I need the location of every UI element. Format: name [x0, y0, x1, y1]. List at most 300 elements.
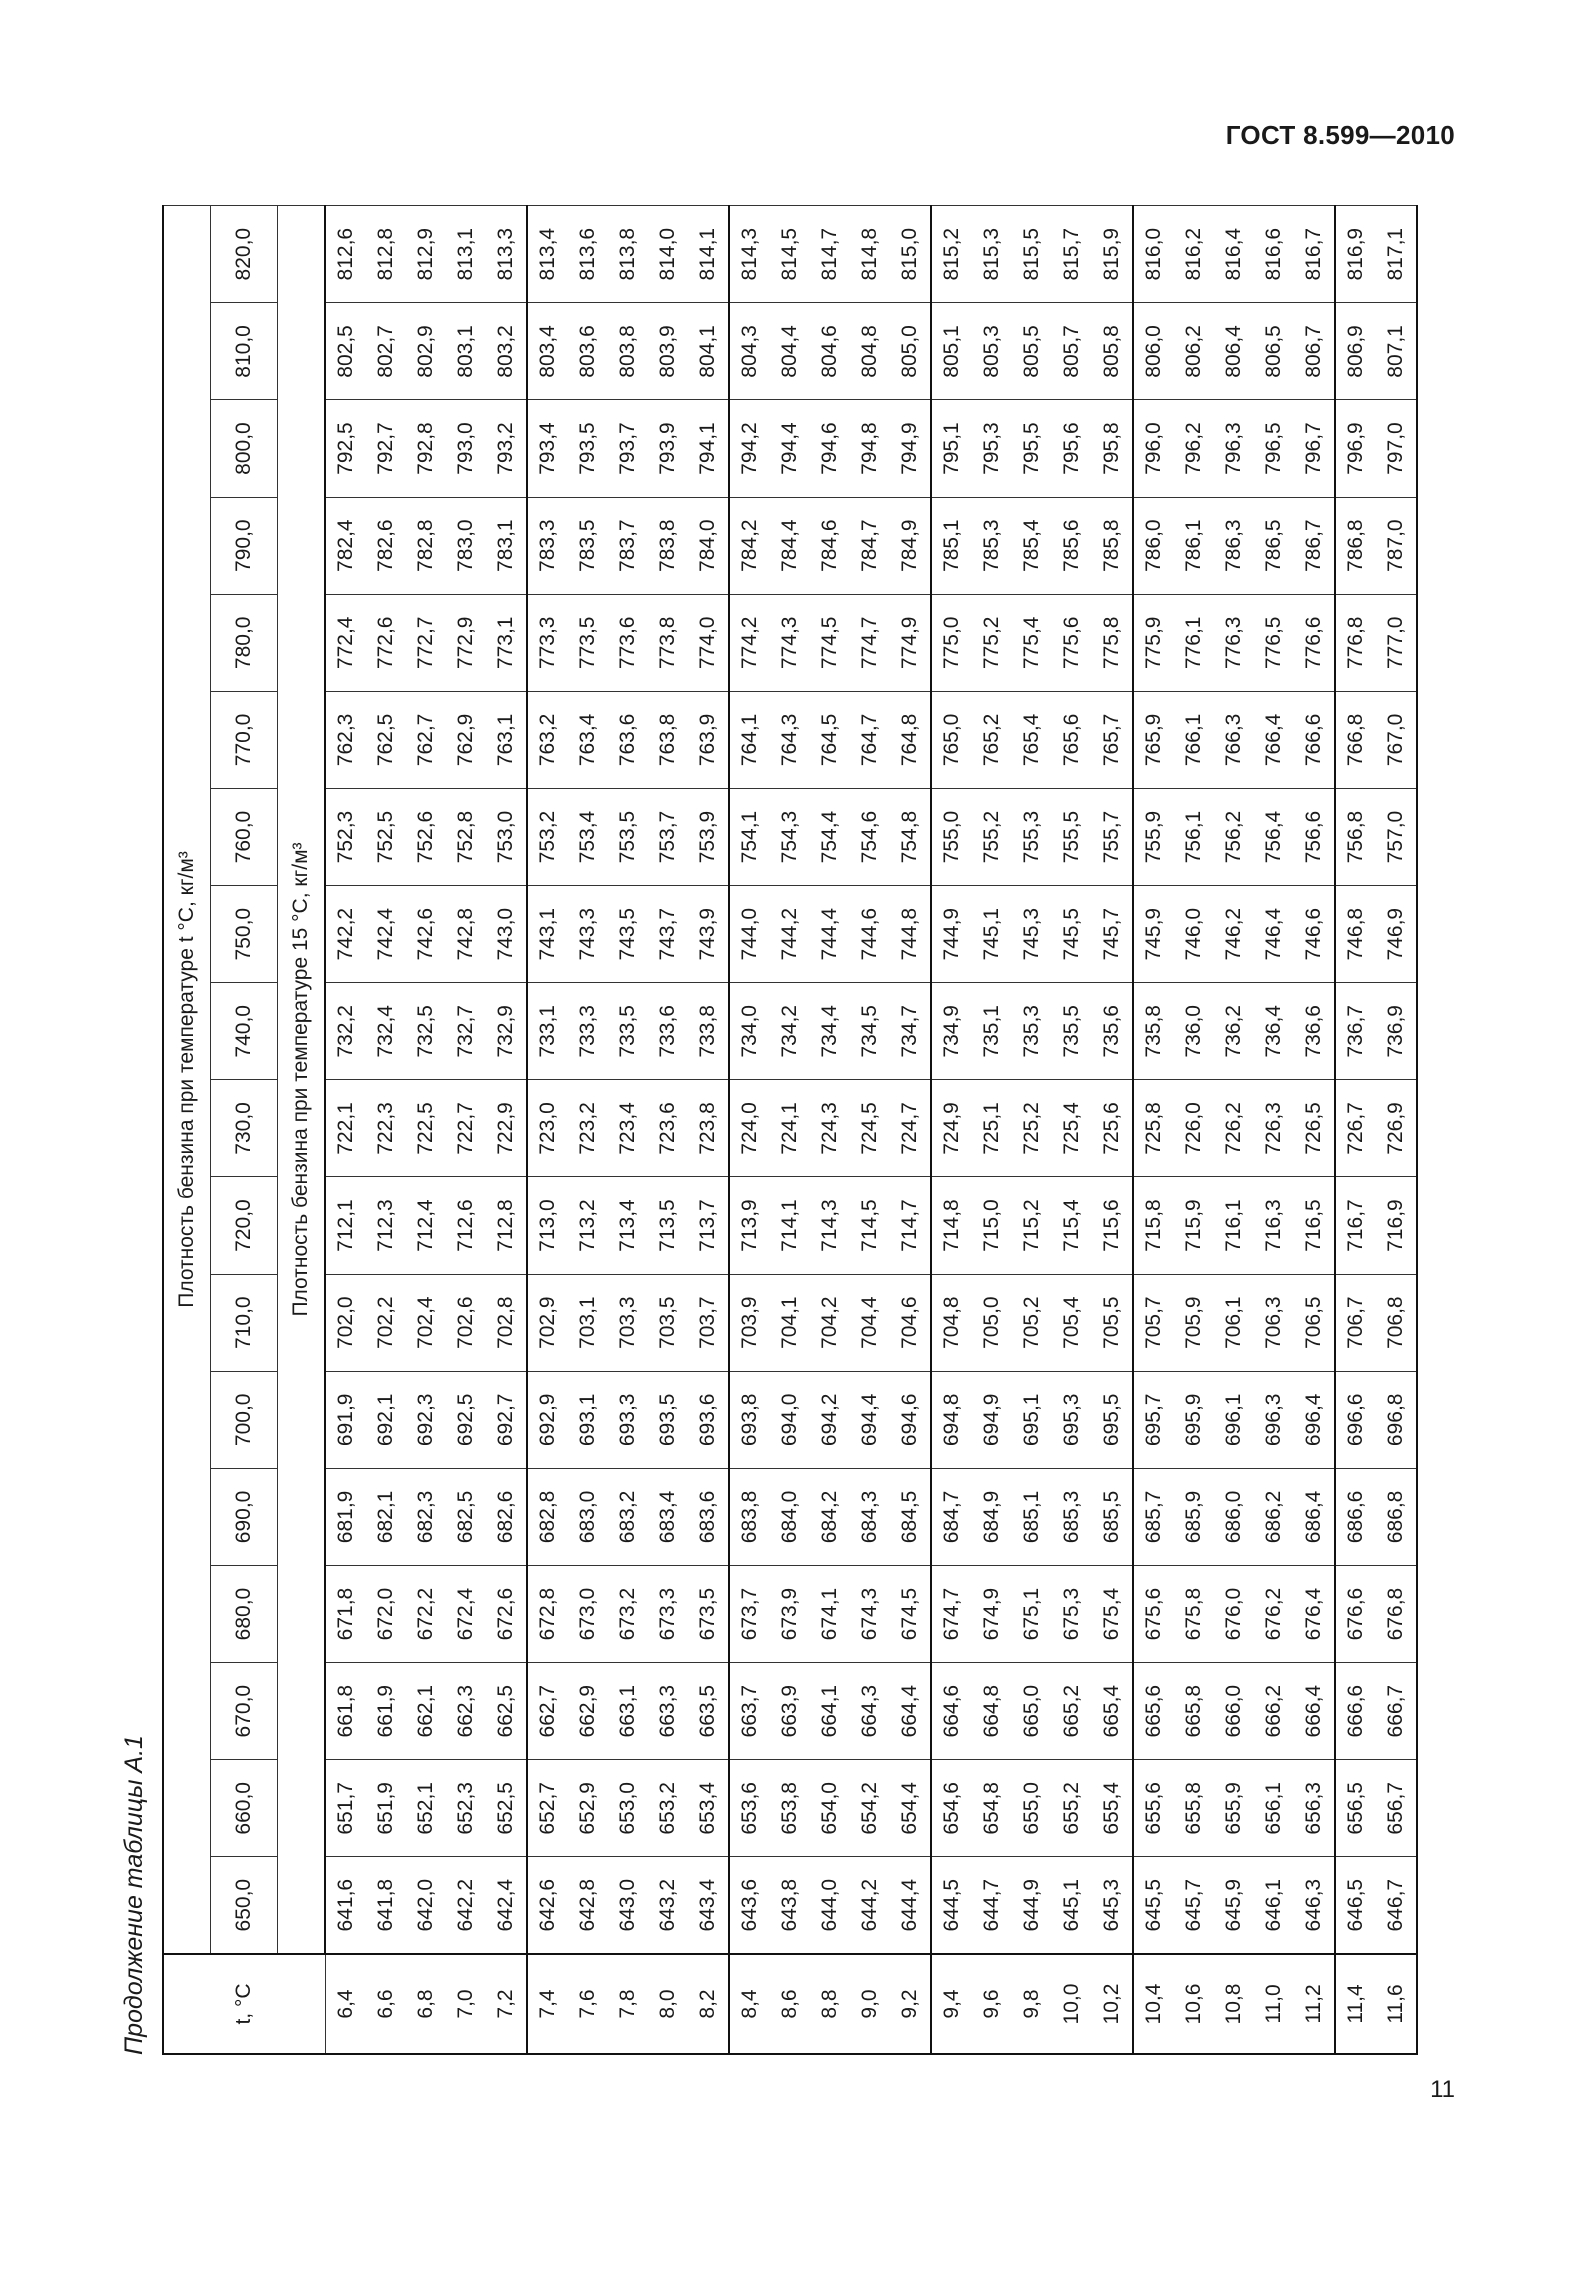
temperature-cell: 9,6: [972, 1954, 1012, 2054]
table-row: [931, 206, 972, 2055]
density-cell: 664,3: [850, 1663, 890, 1760]
density-cell: 641,6: [325, 1857, 366, 1954]
density-cell: 782,4: [325, 497, 366, 594]
table-row: [1012, 206, 1052, 2055]
density-column-header: 760,0: [211, 789, 278, 886]
table-row: [648, 206, 688, 2055]
temperature-cell: 10,2: [1092, 1954, 1133, 2054]
density-cell: 785,1: [931, 497, 972, 594]
temperature-cell: 6,4: [325, 1954, 366, 2054]
density-cell: 663,9: [770, 1663, 810, 1760]
density-cell: 685,7: [1133, 1468, 1174, 1565]
density-cell: 685,5: [1092, 1468, 1133, 1565]
density-cell: 684,9: [972, 1468, 1012, 1565]
table-row: [366, 206, 406, 2055]
density-cell: 681,9: [325, 1468, 366, 1565]
density-cell: 676,6: [1335, 1566, 1376, 1663]
temperature-cell: 10,8: [1214, 1954, 1254, 2054]
density-cell: 764,3: [770, 691, 810, 788]
density-cell: 793,5: [568, 400, 608, 497]
table-row: [1092, 206, 1133, 2055]
table-row: [1052, 206, 1092, 2055]
density-cell: 665,4: [1092, 1663, 1133, 1760]
density-cell: 706,5: [1294, 1274, 1335, 1371]
density-cell: 805,0: [890, 303, 931, 400]
density-cell: 682,8: [527, 1468, 568, 1565]
density-column-header: 730,0: [211, 1080, 278, 1177]
density-cell: 713,0: [527, 1177, 568, 1274]
density-cell: 683,4: [648, 1468, 688, 1565]
density-cell: 816,7: [1294, 206, 1335, 303]
density-cell: 793,4: [527, 400, 568, 497]
density-cell: 694,6: [890, 1371, 931, 1468]
density-cell: 695,5: [1092, 1371, 1133, 1468]
density-cell: 676,8: [1376, 1566, 1417, 1663]
density-cell: 755,2: [972, 789, 1012, 886]
density-cell: 662,1: [406, 1663, 446, 1760]
density-cell: 672,0: [366, 1566, 406, 1663]
density-cell: 644,4: [890, 1857, 931, 1954]
density-cell: 756,8: [1335, 789, 1376, 886]
density-cell: 763,8: [648, 691, 688, 788]
density-cell: 795,8: [1092, 400, 1133, 497]
standard-number: ГОСТ 8.599—2010: [1225, 120, 1455, 150]
density-cell: 742,4: [366, 886, 406, 983]
density-column-header: 810,0: [211, 303, 278, 400]
density-cell: 642,0: [406, 1857, 446, 1954]
density-cell: 763,1: [486, 691, 527, 788]
density-cell: 673,9: [770, 1566, 810, 1663]
density-cell: 642,2: [446, 1857, 486, 1954]
density-cell: 732,2: [325, 983, 366, 1080]
temperature-column-header: t, °C: [163, 1954, 325, 2054]
density-cell: 746,8: [1335, 886, 1376, 983]
density-cell: 802,9: [406, 303, 446, 400]
density-cell: 795,5: [1012, 400, 1052, 497]
density-cell: 764,5: [810, 691, 850, 788]
density-cell: 686,0: [1214, 1468, 1254, 1565]
density-cell: 762,9: [446, 691, 486, 788]
density-cell: 805,8: [1092, 303, 1133, 400]
density-column-header: 820,0: [211, 206, 278, 303]
density-cell: 653,8: [770, 1760, 810, 1857]
density-cell: 795,3: [972, 400, 1012, 497]
density-cell: 675,3: [1052, 1566, 1092, 1663]
density-cell: 656,7: [1376, 1760, 1417, 1857]
density-cell: 664,8: [972, 1663, 1012, 1760]
temperature-cell: 6,8: [406, 1954, 446, 2054]
density-cell: 695,9: [1174, 1371, 1214, 1468]
density-cell: 713,9: [729, 1177, 770, 1274]
density-cell: 703,3: [608, 1274, 648, 1371]
density-cell: 722,1: [325, 1080, 366, 1177]
density-cell: 814,0: [648, 206, 688, 303]
header-row-3: [278, 206, 326, 2055]
density-cell: 792,7: [366, 400, 406, 497]
density-cell: 706,8: [1376, 1274, 1417, 1371]
density-cell: 702,6: [446, 1274, 486, 1371]
density-cell: 755,7: [1092, 789, 1133, 886]
density-cell: 702,8: [486, 1274, 527, 1371]
density-cell: 725,6: [1092, 1080, 1133, 1177]
density-cell: 784,7: [850, 497, 890, 594]
density-cell: 816,2: [1174, 206, 1214, 303]
density-cell: 812,9: [406, 206, 446, 303]
density-cell: 722,9: [486, 1080, 527, 1177]
density-cell: 715,6: [1092, 1177, 1133, 1274]
density-cell: 696,4: [1294, 1371, 1335, 1468]
table-row: [972, 206, 1012, 2055]
density-cell: 643,6: [729, 1857, 770, 1954]
density-cell: 743,0: [486, 886, 527, 983]
density-cell: 815,9: [1092, 206, 1133, 303]
temperature-cell: 8,6: [770, 1954, 810, 2054]
table-row: [527, 206, 568, 2055]
density-cell: 805,1: [931, 303, 972, 400]
density-cell: 743,3: [568, 886, 608, 983]
density-cell: 794,8: [850, 400, 890, 497]
density-cell: 676,0: [1214, 1566, 1254, 1663]
density-cell: 784,0: [688, 497, 729, 594]
density-cell: 734,9: [931, 983, 972, 1080]
density-cell: 784,9: [890, 497, 931, 594]
density-cell: 815,3: [972, 206, 1012, 303]
density-cell: 713,5: [648, 1177, 688, 1274]
density-cell: 694,4: [850, 1371, 890, 1468]
density-cell: 672,8: [527, 1566, 568, 1663]
density-cell: 802,5: [325, 303, 366, 400]
table-row: [850, 206, 890, 2055]
density-cell: 746,2: [1214, 886, 1254, 983]
density-cell: 766,3: [1214, 691, 1254, 788]
density-cell: 714,3: [810, 1177, 850, 1274]
density-cell: 722,3: [366, 1080, 406, 1177]
density-cell: 753,0: [486, 789, 527, 886]
density-cell: 733,3: [568, 983, 608, 1080]
density-cell: 726,7: [1335, 1080, 1376, 1177]
density-cell: 646,3: [1294, 1857, 1335, 1954]
density-cell: 734,4: [810, 983, 850, 1080]
density-cell: 755,9: [1133, 789, 1174, 886]
table-row: [1133, 206, 1174, 2055]
density-column-header: 710,0: [211, 1274, 278, 1371]
density-cell: 682,5: [446, 1468, 486, 1565]
density-cell: 782,6: [366, 497, 406, 594]
density-cell: 705,4: [1052, 1274, 1092, 1371]
temperature-cell: 11,0: [1254, 1954, 1294, 2054]
density-cell: 735,5: [1052, 983, 1092, 1080]
density-cell: 655,6: [1133, 1760, 1174, 1857]
density-cell: 686,8: [1376, 1468, 1417, 1565]
density-cell: 692,9: [527, 1371, 568, 1468]
density-cell: 661,8: [325, 1663, 366, 1760]
density-cell: 756,4: [1254, 789, 1294, 886]
density-cell: 805,5: [1012, 303, 1052, 400]
density-cell: 682,6: [486, 1468, 527, 1565]
density-columns-row: [211, 206, 278, 2055]
density-header-actual-temp: Плотность бензина при температуре t °C, кг/м³: [163, 206, 211, 1955]
table-row: [568, 206, 608, 2055]
density-cell: 802,7: [366, 303, 406, 400]
density-cell: 712,4: [406, 1177, 446, 1274]
density-cell: 812,8: [366, 206, 406, 303]
density-cell: 714,8: [931, 1177, 972, 1274]
density-cell: 764,7: [850, 691, 890, 788]
density-cell: 755,3: [1012, 789, 1052, 886]
density-cell: 694,9: [972, 1371, 1012, 1468]
density-cell: 665,2: [1052, 1663, 1092, 1760]
density-cell: 646,1: [1254, 1857, 1294, 1954]
density-cell: 695,3: [1052, 1371, 1092, 1468]
density-cell: 644,0: [810, 1857, 850, 1954]
density-cell: 804,3: [729, 303, 770, 400]
density-cell: 716,3: [1254, 1177, 1294, 1274]
density-cell: 704,6: [890, 1274, 931, 1371]
density-cell: 666,7: [1376, 1663, 1417, 1760]
density-cell: 775,0: [931, 594, 972, 691]
density-cell: 785,3: [972, 497, 1012, 594]
density-cell: 813,1: [446, 206, 486, 303]
density-cell: 772,7: [406, 594, 446, 691]
density-cell: 732,4: [366, 983, 406, 1080]
density-cell: 755,5: [1052, 789, 1092, 886]
density-cell: 794,9: [890, 400, 931, 497]
density-cell: 816,0: [1133, 206, 1174, 303]
table-row: [325, 206, 366, 2055]
density-cell: 794,6: [810, 400, 850, 497]
density-cell: 724,9: [931, 1080, 972, 1177]
density-cell: 763,2: [527, 691, 568, 788]
density-cell: 765,2: [972, 691, 1012, 788]
density-cell: 664,4: [890, 1663, 931, 1760]
table-row: [1376, 206, 1417, 2055]
density-cell: 775,9: [1133, 594, 1174, 691]
temperature-cell: 8,0: [648, 1954, 688, 2054]
density-cell: 654,8: [972, 1760, 1012, 1857]
density-cell: 785,6: [1052, 497, 1092, 594]
density-cell: 813,8: [608, 206, 648, 303]
density-cell: 743,5: [608, 886, 648, 983]
density-column-header: 800,0: [211, 400, 278, 497]
density-cell: 666,6: [1335, 1663, 1376, 1760]
density-cell: 684,0: [770, 1468, 810, 1565]
density-cell: 663,3: [648, 1663, 688, 1760]
density-cell: 644,2: [850, 1857, 890, 1954]
density-cell: 712,3: [366, 1177, 406, 1274]
density-cell: 734,5: [850, 983, 890, 1080]
density-cell: 692,3: [406, 1371, 446, 1468]
table-row: [890, 206, 931, 2055]
density-cell: 793,2: [486, 400, 527, 497]
density-cell: 716,7: [1335, 1177, 1376, 1274]
density-cell: 773,5: [568, 594, 608, 691]
density-cell: 754,8: [890, 789, 931, 886]
density-cell: 693,3: [608, 1371, 648, 1468]
density-cell: 774,9: [890, 594, 931, 691]
density-cell: 704,4: [850, 1274, 890, 1371]
density-cell: 816,9: [1335, 206, 1376, 303]
density-cell: 776,1: [1174, 594, 1214, 691]
density-cell: 784,6: [810, 497, 850, 594]
density-cell: 655,0: [1012, 1760, 1052, 1857]
temperature-cell: 9,8: [1012, 1954, 1052, 2054]
density-cell: 726,9: [1376, 1080, 1417, 1177]
density-cell: 656,1: [1254, 1760, 1294, 1857]
density-cell: 695,1: [1012, 1371, 1052, 1468]
density-cell: 756,1: [1174, 789, 1214, 886]
density-cell: 702,2: [366, 1274, 406, 1371]
density-cell: 694,0: [770, 1371, 810, 1468]
table-row: [1174, 206, 1214, 2055]
density-cell: 723,2: [568, 1080, 608, 1177]
density-cell: 725,8: [1133, 1080, 1174, 1177]
density-cell: 795,6: [1052, 400, 1092, 497]
density-cell: 736,9: [1376, 983, 1417, 1080]
density-cell: 804,1: [688, 303, 729, 400]
table-row: [446, 206, 486, 2055]
density-cell: 766,6: [1294, 691, 1335, 788]
density-cell: 641,8: [366, 1857, 406, 1954]
density-cell: 762,3: [325, 691, 366, 788]
density-cell: 796,9: [1335, 400, 1376, 497]
density-cell: 702,0: [325, 1274, 366, 1371]
density-cell: 663,5: [688, 1663, 729, 1760]
density-cell: 651,9: [366, 1760, 406, 1857]
density-cell: 793,0: [446, 400, 486, 497]
density-cell: 736,6: [1294, 983, 1335, 1080]
density-cell: 693,5: [648, 1371, 688, 1468]
temperature-cell: 7,8: [608, 1954, 648, 2054]
density-cell: 652,5: [486, 1760, 527, 1857]
density-cell: 724,0: [729, 1080, 770, 1177]
density-cell: 646,7: [1376, 1857, 1417, 1954]
density-cell: 653,2: [648, 1760, 688, 1857]
density-cell: 746,4: [1254, 886, 1294, 983]
density-cell: 783,3: [527, 497, 568, 594]
density-cell: 644,5: [931, 1857, 972, 1954]
density-cell: 733,6: [648, 983, 688, 1080]
density-cell: 682,3: [406, 1468, 446, 1565]
density-cell: 706,1: [1214, 1274, 1254, 1371]
density-cell: 812,6: [325, 206, 366, 303]
density-cell: 764,8: [890, 691, 931, 788]
density-cell: 796,5: [1254, 400, 1294, 497]
density-column-header: 660,0: [211, 1760, 278, 1857]
density-cell: 654,4: [890, 1760, 931, 1857]
density-cell: 774,5: [810, 594, 850, 691]
density-cell: 684,5: [890, 1468, 931, 1565]
density-cell: 703,1: [568, 1274, 608, 1371]
density-cell: 673,2: [608, 1566, 648, 1663]
density-cell: 656,3: [1294, 1760, 1335, 1857]
density-cell: 664,6: [931, 1663, 972, 1760]
density-cell: 726,3: [1254, 1080, 1294, 1177]
density-cell: 706,3: [1254, 1274, 1294, 1371]
temperature-cell: 11,6: [1376, 1954, 1417, 2054]
density-cell: 724,7: [890, 1080, 931, 1177]
density-cell: 762,7: [406, 691, 446, 788]
density-cell: 666,2: [1254, 1663, 1294, 1760]
density-cell: 705,5: [1092, 1274, 1133, 1371]
density-cell: 715,2: [1012, 1177, 1052, 1274]
density-cell: 736,7: [1335, 983, 1376, 1080]
density-cell: 676,2: [1254, 1566, 1294, 1663]
density-cell: 774,3: [770, 594, 810, 691]
density-cell: 714,5: [850, 1177, 890, 1274]
density-cell: 765,9: [1133, 691, 1174, 788]
density-cell: 816,6: [1254, 206, 1294, 303]
density-cell: 733,1: [527, 983, 568, 1080]
density-cell: 693,1: [568, 1371, 608, 1468]
density-cell: 776,3: [1214, 594, 1254, 691]
density-cell: 814,8: [850, 206, 890, 303]
density-cell: 753,4: [568, 789, 608, 886]
density-cell: 726,2: [1214, 1080, 1254, 1177]
density-cell: 686,2: [1254, 1468, 1294, 1565]
density-cell: 805,7: [1052, 303, 1092, 400]
density-cell: 745,9: [1133, 886, 1174, 983]
temperature-cell: 8,8: [810, 1954, 850, 2054]
density-cell: 685,1: [1012, 1468, 1052, 1565]
density-cell: 813,4: [527, 206, 568, 303]
density-cell: 752,6: [406, 789, 446, 886]
density-cell: 643,8: [770, 1857, 810, 1954]
density-cell: 671,8: [325, 1566, 366, 1663]
density-cell: 772,9: [446, 594, 486, 691]
table-row: [1254, 206, 1294, 2055]
density-cell: 661,9: [366, 1663, 406, 1760]
density-cell: 792,8: [406, 400, 446, 497]
density-cell: 806,9: [1335, 303, 1376, 400]
density-cell: 804,8: [850, 303, 890, 400]
density-cell: 786,3: [1214, 497, 1254, 594]
density-cell: 796,7: [1294, 400, 1335, 497]
density-cell: 705,7: [1133, 1274, 1174, 1371]
density-cell: 786,7: [1294, 497, 1335, 594]
density-cell: 754,1: [729, 789, 770, 886]
density-cell: 715,9: [1174, 1177, 1214, 1274]
density-column-header: 720,0: [211, 1177, 278, 1274]
density-cell: 656,5: [1335, 1760, 1376, 1857]
temperature-cell: 6,6: [366, 1954, 406, 2054]
density-cell: 736,2: [1214, 983, 1254, 1080]
density-cell: 786,5: [1254, 497, 1294, 594]
density-cell: 783,8: [648, 497, 688, 594]
density-cell: 642,4: [486, 1857, 527, 1954]
density-cell: 815,5: [1012, 206, 1052, 303]
density-cell: 804,6: [810, 303, 850, 400]
density-cell: 726,5: [1294, 1080, 1335, 1177]
temperature-cell: 7,0: [446, 1954, 486, 2054]
density-cell: 643,4: [688, 1857, 729, 1954]
density-cell: 723,8: [688, 1080, 729, 1177]
density-cell: 684,7: [931, 1468, 972, 1565]
density-cell: 704,2: [810, 1274, 850, 1371]
density-cell: 704,1: [770, 1274, 810, 1371]
density-cell: 775,4: [1012, 594, 1052, 691]
density-cell: 773,6: [608, 594, 648, 691]
density-cell: 652,9: [568, 1760, 608, 1857]
temperature-cell: 7,6: [568, 1954, 608, 2054]
density-cell: 714,7: [890, 1177, 931, 1274]
density-cell: 682,1: [366, 1468, 406, 1565]
density-cell: 691,9: [325, 1371, 366, 1468]
density-cell: 796,3: [1214, 400, 1254, 497]
temperature-cell: 8,2: [688, 1954, 729, 2054]
header-row-1: [163, 206, 211, 2055]
density-cell: 645,9: [1214, 1857, 1254, 1954]
density-cell: 646,5: [1335, 1857, 1376, 1954]
